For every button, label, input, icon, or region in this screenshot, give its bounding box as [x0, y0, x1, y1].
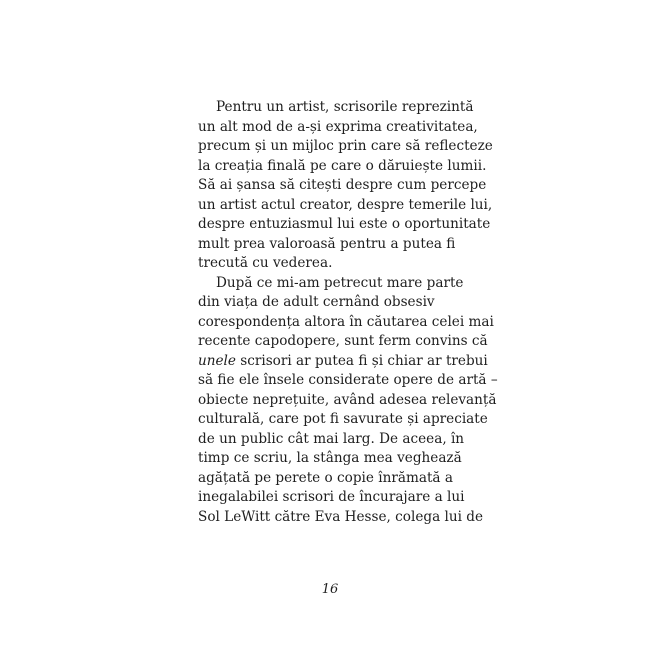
paragraph-1-line: Să ai șansa să citești despre cum percepe — [198, 177, 487, 193]
paragraph-2-line: După ce mi-am petrecut mare parte — [216, 274, 464, 291]
paragraph-2-line: agățată pe perete o copie înrămată a — [198, 469, 453, 486]
paragraph-2-line: din viața de adult cernând obsesiv — [198, 294, 435, 310]
paragraph-1-line: un artist actul creator, despre temerile lui, — [198, 196, 493, 213]
line-remainder: scrisori ar putea fi și chiar ar trebui — [235, 352, 488, 369]
paragraph-2-line-with-emphasis — [198, 352, 488, 372]
paragraph-1-line: la creația finală pe care o dăruiește lumii. — [198, 157, 487, 174]
paragraph-2-line: să fie ele însele considerate opere de artă – — [198, 372, 498, 388]
paragraph-2-line: recente capodopere, sunt ferm convins că — [198, 333, 488, 349]
paragraph-2-line: timp ce scriu, la stânga mea veghează — [198, 450, 462, 466]
paragraph-2-line: inegalabilei scrisori de încurajare a lui — [198, 489, 465, 505]
paragraph-2-line: corespondența altora în căutarea celei mai — [198, 313, 494, 330]
paragraph-2-line: de un public cât mai larg. De aceea, în — [198, 430, 465, 447]
paragraph-1-line: trecută cu vederea. — [198, 255, 333, 271]
paragraph-2-line: obiecte neprețuite, având adesea relevanță — [198, 391, 497, 408]
emphasized-word: unele — [198, 352, 236, 369]
paragraph-1-line: mult prea valoroasă pentru a putea fi — [198, 235, 456, 252]
body-text — [198, 98, 498, 527]
paragraph-1-line: despre entuziasmul lui este o oportunitate — [198, 216, 491, 232]
paragraph-1-line: precum și un mijloc prin care să reflecteze — [198, 138, 493, 154]
page-number: 16 — [321, 582, 339, 597]
paragraph-2-line: Sol LeWitt către Eva Hesse, colega lui de — [198, 508, 484, 525]
paragraph-1-line: un alt mod de a-și exprima creativitatea, — [198, 118, 478, 135]
paragraph-2-line: culturală, care pot fi savurate și apreciate — [198, 411, 488, 427]
paragraph-1-line: Pentru un artist, scrisorile reprezintă — [216, 99, 474, 115]
